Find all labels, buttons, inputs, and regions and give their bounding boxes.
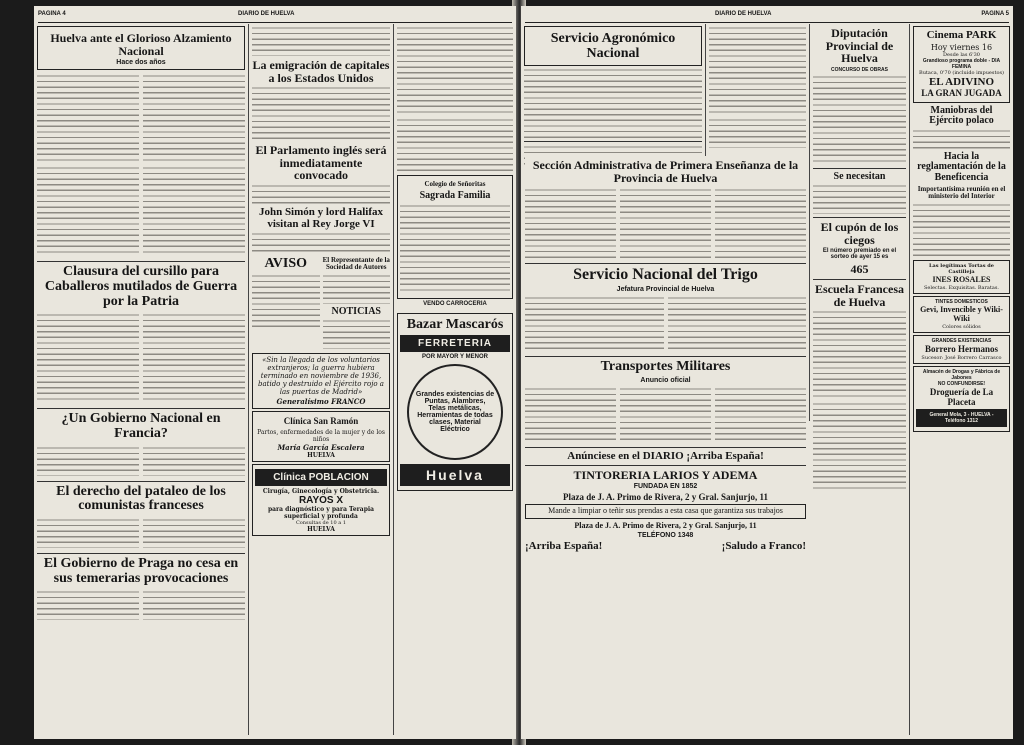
headline: Colegio de Señoritas (424, 180, 486, 188)
ad-borrero (913, 335, 1010, 364)
cinema-name: Cinema PARK (926, 29, 997, 41)
body-text (143, 313, 245, 403)
right-col-3 (810, 24, 910, 735)
body-text (143, 590, 245, 620)
headline: Servicio Agronómico Nacional (550, 31, 676, 61)
body-text (620, 188, 711, 258)
ad-tortas (913, 260, 1010, 294)
divider (525, 447, 806, 448)
divider (813, 279, 906, 280)
ad-clinica-poblacion (252, 464, 390, 536)
cinema-time: Desde las 6'30 (943, 51, 980, 58)
headline: Importantísima reunión en el ministerio del Interior (917, 185, 1006, 201)
ad-cinema-park (913, 26, 1010, 103)
body-text (813, 184, 906, 214)
headline: Servicio Nacional del Trigo (573, 266, 758, 284)
ad-top: Almacén de Drogas y Fábrica de Jabones (922, 369, 1001, 382)
ad-city: HUELVA (307, 451, 335, 459)
body-text (323, 274, 391, 304)
divider (525, 356, 806, 357)
ad-sub: Selectas. Exquisitas. Baratas. (923, 285, 1000, 292)
headline: Escuela Francesa de Huelva (815, 282, 904, 309)
headline: El cupón de los ciegos (820, 220, 899, 247)
ad-clinica-san-ramon (252, 411, 390, 461)
cinema-film-1: EL ADIVINO (928, 75, 995, 88)
body-text (620, 387, 711, 442)
body-text (813, 75, 906, 165)
body-text (252, 86, 390, 141)
headline: ¿Un Gobierno Nacional en Francia? (61, 411, 221, 441)
aviso-headline: AVISO (264, 256, 308, 272)
body-text (252, 184, 390, 204)
divider (37, 481, 245, 482)
article-huelva-alzamiento (37, 26, 245, 70)
headline: Clausura del cursillo para Caballeros mutilados de Guerra por la Patria (44, 264, 238, 309)
banner-saludo: ¡Saludo a Franco! (721, 540, 806, 553)
lottery-number: 465 (850, 262, 869, 277)
banner-anuncie: Anúnciese en el DIARIO ¡Arriba España! (567, 449, 764, 462)
headline: Hacia la reglamentación de la Beneficencia (917, 150, 1006, 183)
headline: El Representante de la Sociedad de Autores (322, 256, 390, 272)
right-page (521, 6, 1013, 739)
ad-line: Cirugía, Ginecología y Obstetricia. (262, 487, 380, 495)
subheadline: El número premiado en el sorteo de ayer 15 es (822, 248, 897, 261)
body-text (525, 387, 616, 442)
ad-bazar-mascaros (397, 313, 513, 491)
divider (525, 465, 806, 466)
ad-line: Las legítimas Tortas de Castilleja (929, 262, 994, 275)
divider (524, 141, 702, 142)
headline: Se necesitan (833, 170, 886, 182)
body-text (37, 446, 139, 476)
article-colegio (397, 175, 513, 299)
body-text (37, 166, 139, 256)
ad-city: HUELVA (307, 525, 335, 533)
subheadline: Anuncio oficial (640, 376, 691, 384)
ad-circle: Grandes existencias de Puntas, Alambres, Telas metálicas, Herramientas de todas clases, Material Eléctrico (407, 364, 503, 460)
article-seccion-administrativa (525, 156, 806, 553)
body-text (715, 188, 806, 258)
body-text (524, 68, 702, 138)
left-running-head (38, 8, 512, 23)
ad-city: Huelva (400, 464, 510, 486)
ad-tintes (913, 296, 1010, 333)
body-text (143, 446, 245, 476)
body-text (397, 26, 513, 116)
ad-brand: Gevi, Invencible y Wiki-Wiki (920, 305, 1003, 323)
ad-line: Partos, enfermedades de la mujer y de los niños (257, 428, 385, 443)
divider (37, 261, 245, 262)
body-text (37, 590, 139, 620)
cinema-price: Butaca, 0'70 (incluido impuestos) (919, 69, 1004, 76)
body-text (913, 203, 1010, 258)
headline: Transportes Militares (600, 358, 731, 374)
banner-tintoreria: TINTORERIA LARIOS Y ADEMA (573, 468, 758, 483)
ad-sub: Sucesor: José Borrero Carrasco (921, 355, 1002, 362)
body-text (37, 313, 139, 403)
left-page-number: PAGINA 4 (38, 11, 66, 17)
body-text (323, 319, 391, 349)
divider (525, 263, 806, 264)
subheadline: CONCURSO DE OBRAS (831, 66, 888, 73)
banner-address: Plaza de J. A. Primo de Rivera, 2 y Gral. Sanjurjo, 11 (563, 491, 768, 502)
body-text (668, 296, 807, 351)
right-running-head (525, 8, 1009, 23)
franco-quote (252, 353, 390, 409)
body-text (143, 74, 245, 164)
headline: John Simón y lord Halifax visitan al Rey Jorge VI (258, 205, 384, 230)
quote-author: Generalísimo FRANCO (276, 397, 366, 407)
divider (813, 168, 906, 169)
right-page-number: PAGINA 5 (981, 11, 1009, 17)
ad-brand: INES ROSALES (932, 274, 991, 284)
body-text (525, 296, 664, 351)
ad-title: TINTES DOMESTICOS (935, 299, 988, 306)
ad-top: GRANDES EXISTENCIAS (931, 337, 992, 344)
body-text (715, 387, 806, 442)
banner-address: Plaza de J. A. Primo de Rivera, 2 y Gral. Sanjurjo, 11 (574, 520, 757, 530)
cinema-film-2: LA GRAN JUGADA (921, 88, 1002, 99)
body-text (397, 118, 513, 173)
ad-doctor: María García Escalera (277, 442, 365, 452)
left-col-3 (394, 24, 516, 735)
ad-sub: Colores sólidos (942, 323, 981, 330)
ad-hours: Consultas de 10 a 1 (295, 519, 347, 526)
banner-telefono: TELÉFONO 1348 (637, 532, 694, 540)
headline: La emigración de capitales a los Estados Unidos (252, 58, 390, 85)
banner-mande: Mande a limpiar o teñir sus prendas a esta casa que garantiza sus trabajos (525, 504, 806, 518)
right-running-title: DIARIO DE HUELVA (715, 11, 772, 17)
divider (37, 553, 245, 554)
quote-text: «Sin la llegada de los voluntarios extranjeros; la guerra hubiera terminado en noviembre de 1936, batido y destruido el Ejército rojo a las puertas de Madrid» (258, 356, 384, 397)
cinema-program: Grandioso programa doble - DIA FEMINA (922, 57, 1001, 70)
body-text (525, 188, 616, 258)
body-text (252, 274, 320, 329)
body-text (143, 166, 245, 256)
ad-name: Droguería de La Placeta (929, 387, 994, 407)
left-col-2 (249, 24, 394, 735)
divider (37, 408, 245, 409)
subheadline: Sagrada Familia (419, 190, 491, 202)
left-page (34, 6, 516, 739)
ad-title: Clínica San Ramón (283, 416, 359, 427)
headline: El Parlamento inglés será inmediatamente convocado (255, 143, 387, 183)
subheadline: Jefatura Provincial de Huelva (616, 285, 715, 293)
ad-warning: NO CONFUNDIRSE! (937, 381, 986, 388)
ad-banner: FERRETERIA (400, 335, 510, 352)
vendo-carroceria: VENDO CARROCERIA (423, 300, 487, 307)
ad-foot: General Mola, 3 - HUELVA - Teléfono 1312 (916, 409, 1007, 427)
body-text (709, 118, 806, 148)
ad-title: Bazar Mascarós (406, 316, 504, 332)
ad-name: Borrero Hermanos (925, 343, 998, 354)
body-text (709, 26, 806, 116)
headline: Maniobras del Ejército polaco (929, 104, 994, 127)
ad-drogueria (913, 366, 1010, 432)
body-text (813, 310, 906, 400)
banner-tintoreria-sub: FUNDADA EN 1852 (633, 482, 698, 490)
body-text (37, 74, 139, 164)
headline: Sección Administrativa de Primera Enseñanza de la Provincia de Huelva (532, 158, 799, 185)
headline: Huelva ante el Glorioso Alzamiento Nacional (50, 31, 232, 58)
subheadline: Hace dos años (116, 59, 166, 67)
banner-arriba: ¡Arriba España! (525, 540, 603, 553)
noticias-headline: NOTICIAS (331, 305, 381, 317)
headline: El derecho del pataleo de los comunistas franceses (56, 483, 226, 514)
body-text (913, 129, 1010, 149)
headline: Diputación Provincial de Huelva (825, 26, 894, 66)
body-text (400, 204, 510, 294)
right-col-4 (910, 24, 1013, 735)
body-text (252, 26, 390, 56)
body-text (813, 402, 906, 492)
left-running-title: DIARIO DE HUELVA (238, 11, 295, 17)
ad-line: RAYOS X (298, 494, 344, 506)
ad-line: para diagnóstico y para Terapia superficial y profunda (267, 505, 375, 520)
body-text (252, 232, 390, 252)
cinema-date: Hoy viernes 16 (930, 42, 993, 52)
body-text (143, 518, 245, 548)
article-servicio-agronomico (524, 26, 702, 66)
left-col-1 (34, 24, 249, 735)
ad-title: Clínica POBLACION (255, 469, 387, 486)
headline: El Gobierno de Praga no cesa en sus temerarias provocaciones (43, 556, 239, 586)
body-text (37, 518, 139, 548)
divider (813, 217, 906, 218)
ad-tag: POR MAYOR Y MENOR (422, 353, 488, 360)
